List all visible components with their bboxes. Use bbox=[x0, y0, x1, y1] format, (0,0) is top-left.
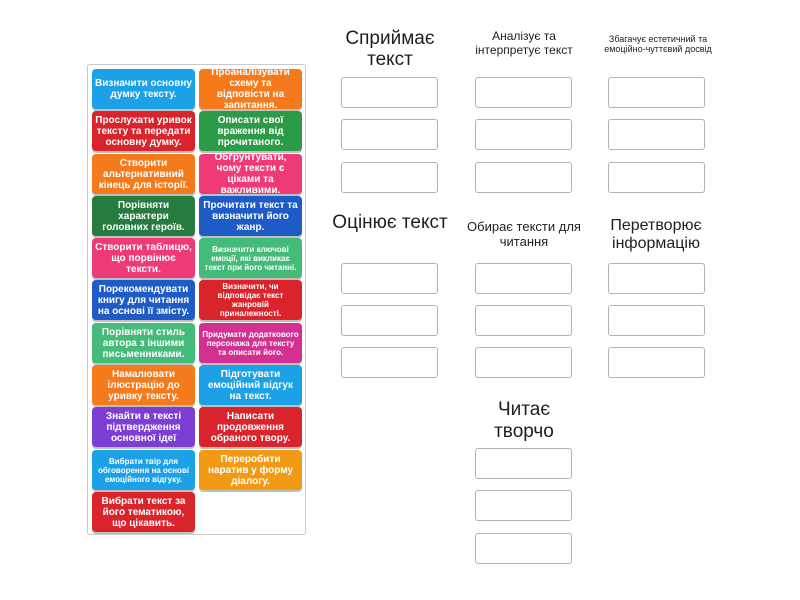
category-title: Сприймає текст bbox=[345, 28, 435, 70]
drop-slot[interactable] bbox=[341, 305, 438, 336]
drop-slot[interactable] bbox=[475, 490, 572, 521]
tile-18[interactable]: Вибрати твір для обговорення на основі емоційного відгуку. bbox=[92, 450, 195, 490]
drop-slot[interactable] bbox=[341, 162, 438, 193]
drop-slot[interactable] bbox=[341, 77, 438, 108]
tile-17[interactable]: Написати продовження обраного твору. bbox=[199, 407, 302, 447]
drop-slot[interactable] bbox=[608, 347, 705, 378]
tile-13[interactable]: Придумати додаткового персонажа для тексту та описати його. bbox=[199, 323, 302, 363]
tile-11[interactable]: Визначити, чи відповідає текст жанровій приналежності. bbox=[199, 280, 302, 320]
tile-15[interactable]: Підготувати емоційний відгук на текст. bbox=[199, 365, 302, 405]
drop-slot[interactable] bbox=[608, 77, 705, 108]
tile-2[interactable]: Прослухати уривок тексту та передати основну думку. bbox=[92, 111, 195, 151]
tile-20[interactable]: Вибрати текст за його тематикою, що цікавить. bbox=[92, 492, 195, 532]
tile-4[interactable]: Створити альтернативний кінець для історії. bbox=[92, 154, 195, 194]
drop-slot[interactable] bbox=[475, 119, 572, 150]
drop-slot[interactable] bbox=[608, 305, 705, 336]
category-title: Аналізує та інтерпретує текст bbox=[475, 29, 573, 57]
tile-19[interactable]: Переробити наратив у форму діалогу. bbox=[199, 450, 302, 490]
category-title: Збагачує естетичний та емоційно-чуттєвий досвід bbox=[604, 34, 712, 54]
tile-0[interactable]: Визначити основну думку тексту. bbox=[92, 69, 195, 109]
drop-slot[interactable] bbox=[475, 347, 572, 378]
drop-slot[interactable] bbox=[475, 448, 572, 479]
drop-slot[interactable] bbox=[475, 162, 572, 193]
drop-slot[interactable] bbox=[608, 162, 705, 193]
category-title: Перетворює інформацію bbox=[610, 217, 702, 252]
tile-3[interactable]: Описати свої враження від прочитаного. bbox=[199, 111, 302, 151]
drop-slot[interactable] bbox=[608, 119, 705, 150]
tile-1[interactable]: Проаналізувати схему та відповісти на запитання. bbox=[199, 69, 302, 109]
category-title: Обирає тексти для читання bbox=[467, 219, 581, 249]
drop-slot[interactable] bbox=[475, 305, 572, 336]
tile-7[interactable]: Прочитати текст та визначити його жанр. bbox=[199, 196, 302, 236]
tile-12[interactable]: Порівняти стиль автора з іншими письменниками. bbox=[92, 323, 195, 363]
tile-6[interactable]: Порівняти характери головних героїв. bbox=[92, 196, 195, 236]
drop-slot[interactable] bbox=[475, 533, 572, 564]
drop-slot[interactable] bbox=[341, 119, 438, 150]
tile-pool bbox=[87, 64, 306, 535]
drop-slot[interactable] bbox=[341, 263, 438, 294]
tile-5[interactable]: Обґрунтувати, чому тексти є ціками та важливими. bbox=[199, 154, 302, 194]
tile-14[interactable]: Намалювати ілюстрацію до уривку тексту. bbox=[92, 365, 195, 405]
category-title: Читає творчо bbox=[494, 399, 554, 442]
tile-10[interactable]: Порекомендувати книгу для читання на основі її змісту. bbox=[92, 280, 195, 320]
tile-9[interactable]: Визначити ключові емоції, які викликає текст при його читанні. bbox=[199, 238, 302, 278]
drop-slot[interactable] bbox=[341, 347, 438, 378]
drop-slot[interactable] bbox=[608, 263, 705, 294]
drop-slot[interactable] bbox=[475, 263, 572, 294]
drop-slot[interactable] bbox=[475, 77, 572, 108]
tile-16[interactable]: Знайти в тексті підтвердження основної ідеї bbox=[92, 407, 195, 447]
category-title: Оцінює текст bbox=[332, 212, 448, 233]
tile-8[interactable]: Створити таблицю, що порвінює тексти. bbox=[92, 238, 195, 278]
